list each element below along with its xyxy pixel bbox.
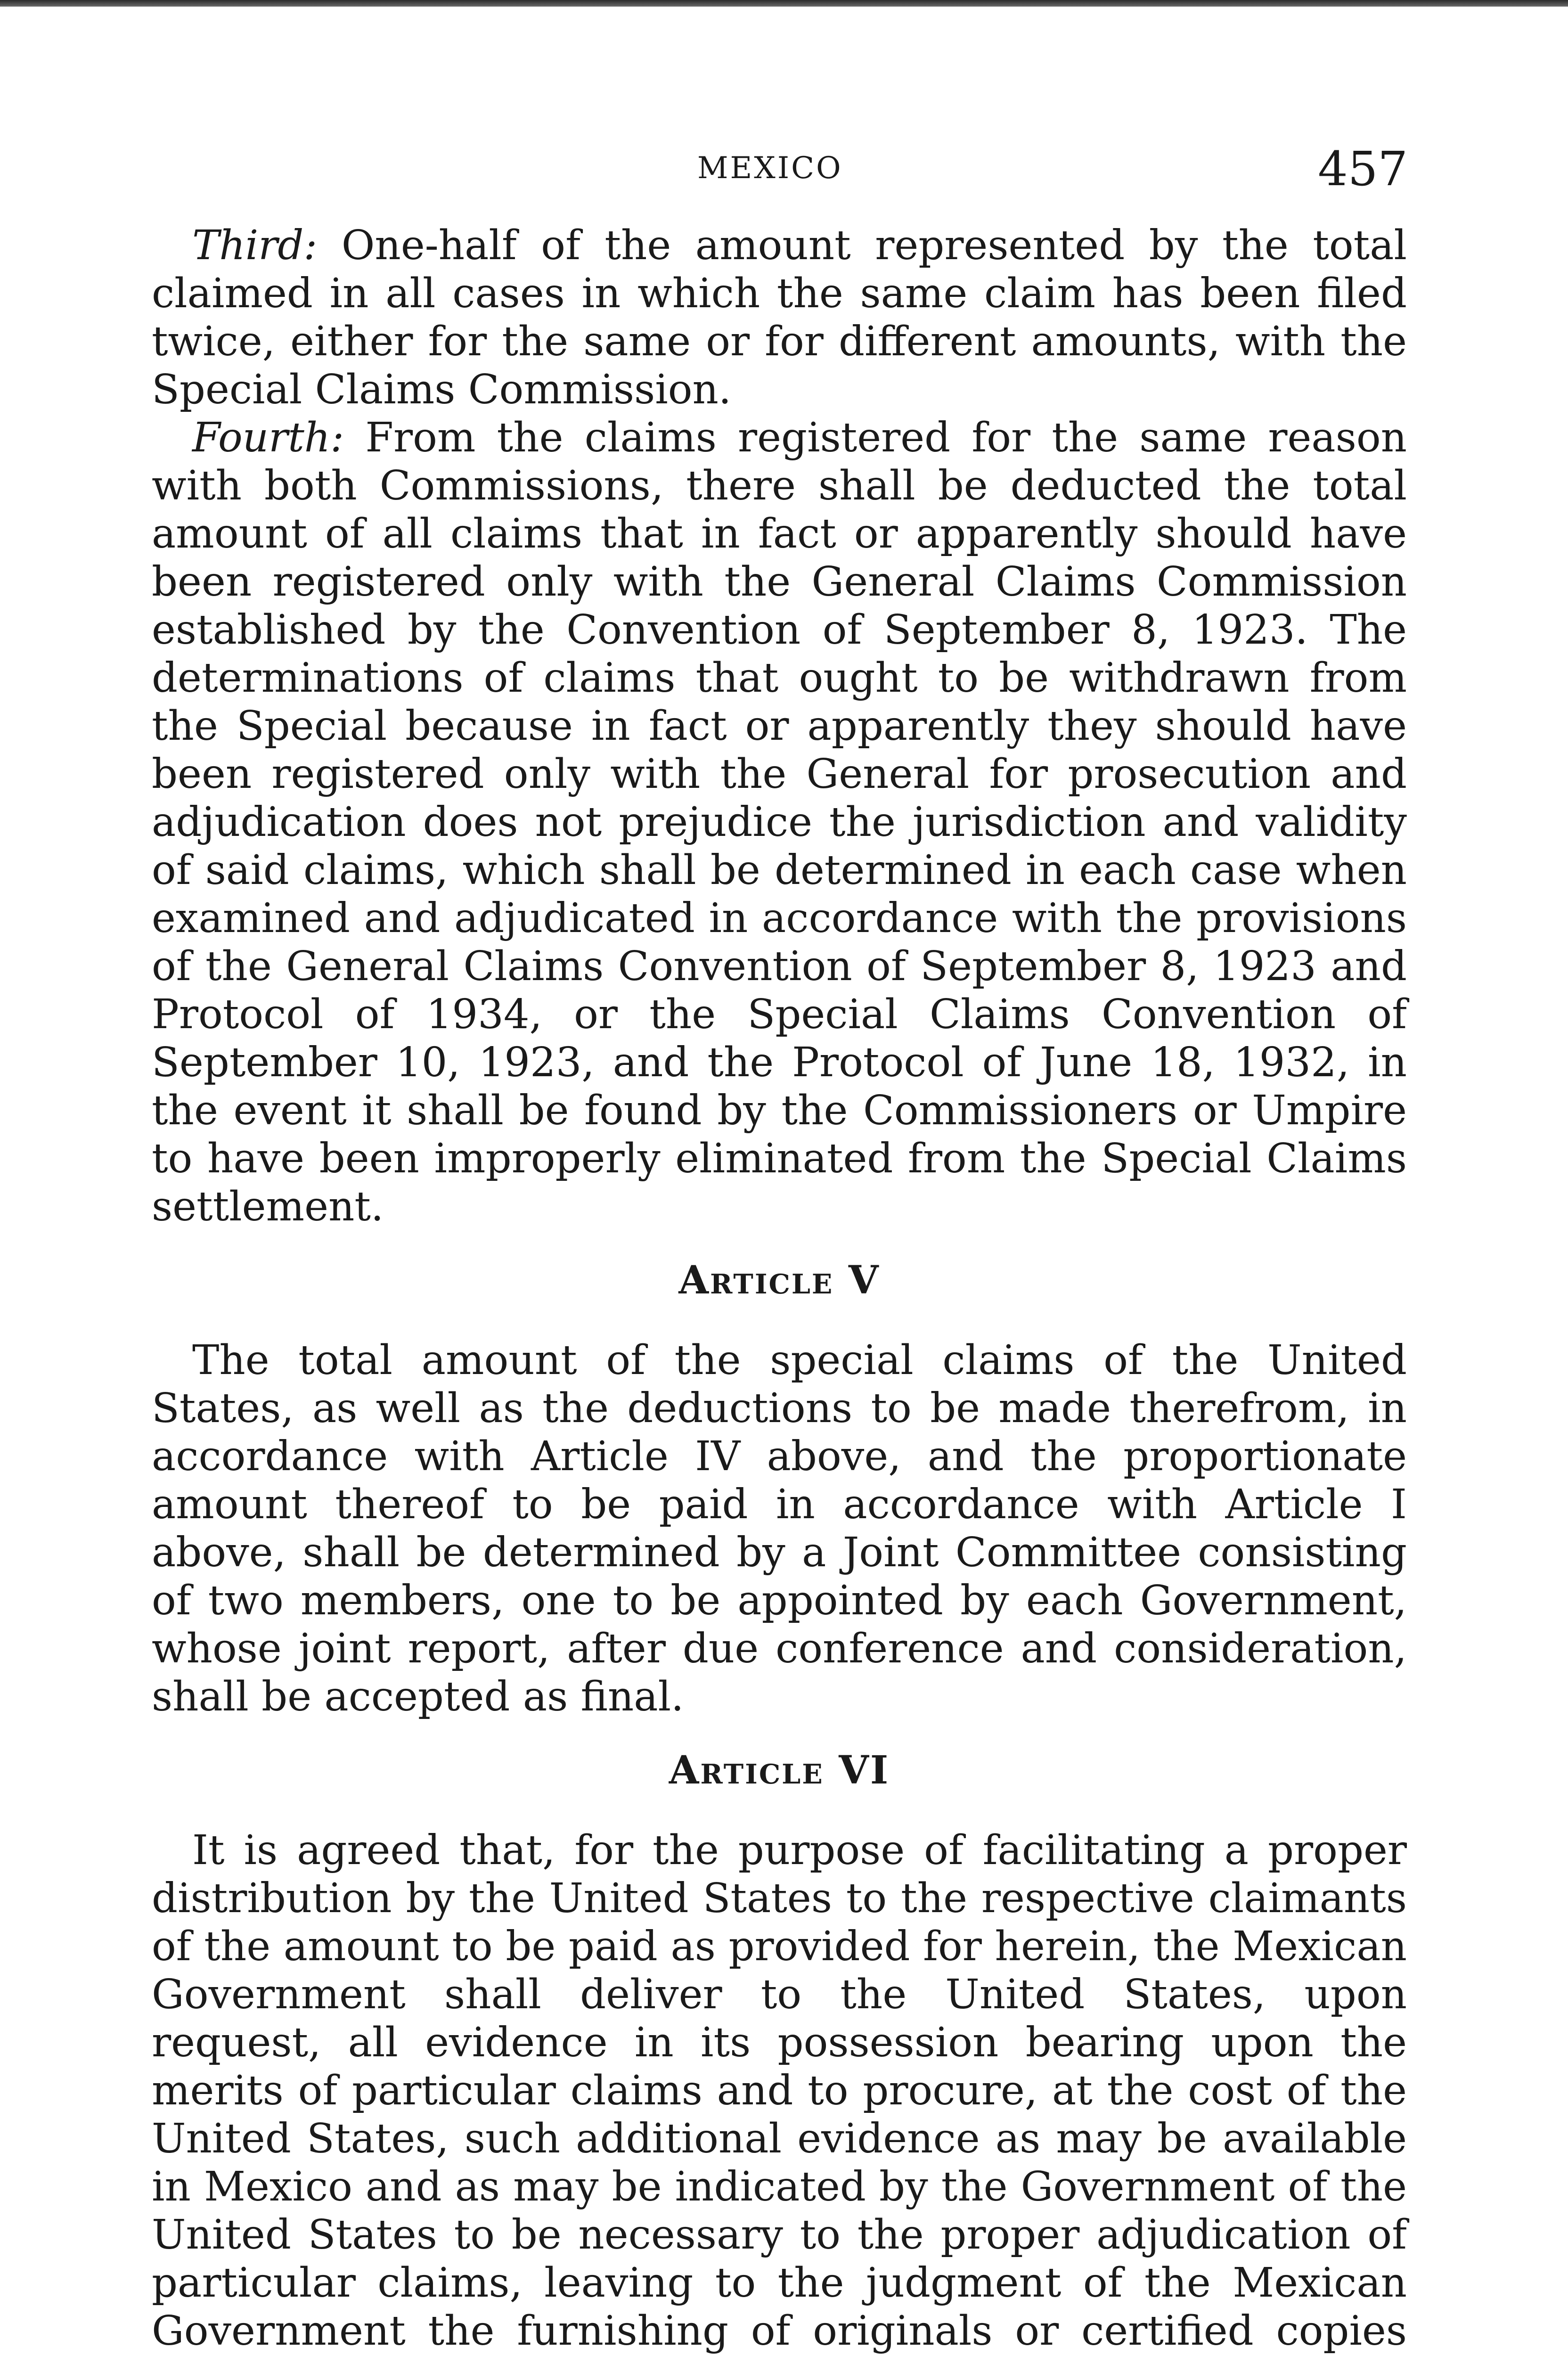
third-text: One-half of the amount represented by the total claimed in all cases in which the same claim has been filed twice, either for the same or for different amounts, with the Special Claims Commission. [152,222,1407,413]
fourth-label: Fourth: [192,414,344,461]
paragraph-third [152,221,1407,414]
article-v-text: The total amount of the special claims of the United States, as well as the deductions to be made therefrom, in accordance with Article IV above, and the proportionate amount thereof to be paid in accordance with Article I above, shall be determined by a Joint Committee consisting of two members, one to be appointed by each Government, whose joint report, after due conference and consideration, shall be accepted as final. [152,1337,1407,1720]
paragraph-fourth [152,414,1407,1231]
article-vi-text: It is agreed that, for the purpose of facilitating a proper distribution by the United States to the respective claimants of the amount to be paid as provided for herein, the Mexican Government shall deliver to the United States, upon request, all evidence in its possession bearing upon the merits of particular claims and to procure, at the cost of the United States, such additional evidence as may be available in Mexico and as may be indicated by the Government of the United States to be necessary to the proper adjudication of particular claims, leaving to the judgment of the Mexican Government the furnishing of originals or certified copies [152,1827,1407,2355]
page-top-rule [0,0,1568,7]
article-vi-heading: Article VI [669,1748,890,1793]
running-head [0,141,1568,207]
running-title: MEXICO [697,151,843,186]
fourth-text: From the claims registered for the same reason with both Commissions, there shall be deducted the total amount of all claims that in fact or apparently should have been registered only with the General Claims Commission established by the Convention of September 8, 1923. The determinations of claims that ought to be withdrawn from the Special because in fact or apparently they should have been registered only with the General for prosecution and adjudication does not prejudice the jurisdiction and validity of said claims, which shall be determined in each case when examined and adjudicated in accordance with the provisions of the General Claims Convention of September 8, 1923 and Protocol of 1934, or the Special Claims Convention of September 10, 1923, and the Protocol of June 18, 1932, in the event it shall be found by the Commissioners or Umpire to have been improperly eliminated from the Special Claims settlement. [152,414,1407,1230]
article-v-heading: Article V [678,1258,880,1303]
page-body [152,221,1407,2356]
third-label: Third: [192,222,318,269]
page-number: 457 [1318,141,1408,196]
